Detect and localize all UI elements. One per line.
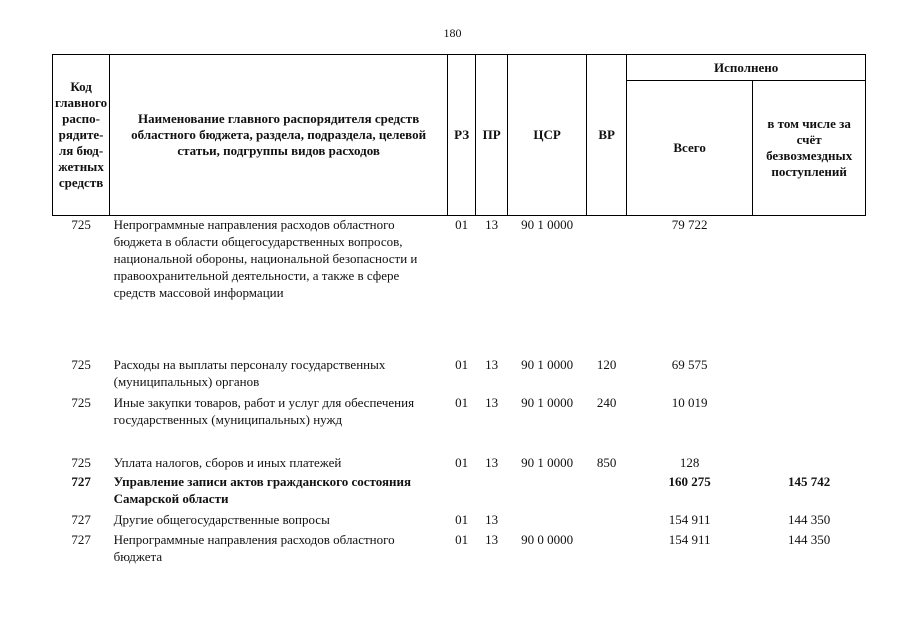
cell-vr	[587, 473, 627, 511]
table-row	[53, 216, 866, 356]
cell-pr: 13	[485, 356, 499, 372]
cell-name: Непрограммные направления расходов областного бюджета	[113, 531, 395, 564]
cell-name: Управление записи актов гражданского состояния Самарской области	[113, 473, 412, 506]
table-row	[53, 511, 866, 531]
cell-csr: 90 0 0000	[521, 531, 574, 547]
cell-name: Расходы на выплаты персоналу государственных (муниципальных) органов	[113, 356, 386, 389]
cell-total: 10 019	[671, 394, 708, 410]
cell-rz: 01	[455, 454, 469, 470]
cell-free: 144 350	[788, 531, 831, 547]
header-total: Всего	[627, 81, 753, 216]
cell-name: Уплата налогов, сборов и иных платежей	[113, 454, 342, 470]
header-pr: ПР	[476, 55, 508, 216]
cell-rz: 01	[455, 511, 469, 527]
budget-table	[52, 54, 866, 569]
header-rz: РЗ	[448, 55, 476, 216]
cell-total: 128	[679, 454, 700, 470]
cell-pr	[476, 473, 508, 511]
cell-csr	[508, 473, 587, 511]
page-number: 180	[443, 26, 462, 40]
cell-pr: 13	[485, 531, 499, 547]
cell-csr	[508, 511, 587, 531]
header-csr: ЦСР	[508, 55, 587, 216]
cell-free	[753, 216, 866, 356]
cell-free	[753, 356, 866, 394]
cell-rz: 01	[455, 531, 469, 547]
cell-free: 144 350	[788, 511, 831, 527]
cell-vr	[587, 216, 627, 356]
cell-rz: 01	[455, 394, 469, 410]
cell-total: 69 575	[671, 356, 708, 372]
cell-code: 725	[71, 394, 91, 410]
table-row	[53, 356, 866, 394]
header-name: Наименование главного распорядителя средств областного бюджета, раздела, подраздела, целевой статьи, подгруппы видов расходов	[110, 55, 448, 216]
cell-csr: 90 1 0000	[521, 356, 574, 372]
cell-pr: 13	[485, 454, 499, 470]
cell-code: 725	[71, 217, 91, 232]
cell-csr: 90 1 0000	[521, 394, 574, 410]
cell-pr: 13	[485, 511, 499, 527]
cell-vr: 120	[596, 356, 617, 372]
cell-total: 160 275	[668, 473, 711, 489]
cell-name: Другие общегосударственные вопросы	[113, 511, 330, 527]
cell-pr: 13	[485, 217, 499, 232]
cell-code: 725	[71, 454, 91, 470]
cell-vr: 850	[596, 454, 617, 470]
cell-total: 79 722	[671, 217, 708, 232]
cell-total: 154 911	[668, 511, 711, 527]
cell-csr: 90 1 0000	[521, 217, 574, 232]
cell-vr	[587, 511, 627, 531]
table-row	[53, 531, 866, 569]
table-body	[53, 216, 866, 569]
cell-free	[753, 394, 866, 454]
header-vr: ВР	[587, 55, 627, 216]
cell-name: Непрограммные направления расходов областного бюджета в области общегосударственных вопросов, национальной обороны, национальной безопасности и правоохранительной деятельности, а также в сфере средств массовой информации	[113, 217, 418, 300]
cell-free	[753, 454, 866, 473]
cell-vr	[587, 531, 627, 569]
cell-vr: 240	[596, 394, 617, 410]
cell-pr: 13	[485, 394, 499, 410]
cell-rz: 01	[455, 356, 469, 372]
cell-total: 154 911	[668, 531, 711, 547]
header-free: в том числе за счёт безвозмездных поступлений	[753, 81, 866, 216]
header-executed: Исполнено	[627, 55, 866, 81]
cell-rz: 01	[455, 217, 469, 232]
cell-free: 145 742	[788, 473, 831, 489]
table-row	[53, 454, 866, 473]
cell-code: 727	[71, 511, 91, 527]
table-header	[53, 55, 866, 216]
cell-code: 725	[71, 356, 91, 372]
cell-rz	[448, 473, 476, 511]
table-row	[53, 394, 866, 454]
cell-code: 727	[71, 473, 91, 489]
cell-csr: 90 1 0000	[521, 454, 574, 470]
cell-name: Иные закупки товаров, работ и услуг для обеспечения государственных (муниципальных) нужд	[113, 394, 415, 427]
header-code: Код главного распо-рядите-ля бюд-жетных средств	[53, 55, 110, 216]
cell-code: 727	[71, 531, 91, 547]
table-row	[53, 473, 866, 511]
